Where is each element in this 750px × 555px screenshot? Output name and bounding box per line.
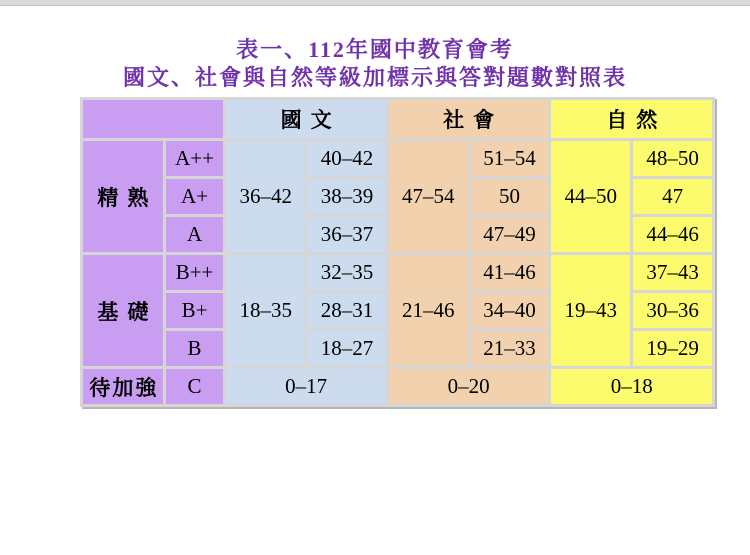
grade-letter-a-plus: A+ (164, 178, 225, 216)
chinese-b-plus-range: 28–31 (307, 292, 388, 330)
chinese-proficient-range: 36–42 (225, 140, 307, 254)
science-a-plus-plus-range: 48–50 (632, 140, 714, 178)
chinese-c-range: 0–17 (225, 368, 388, 406)
grade-letter-b-plus: B+ (164, 292, 225, 330)
grade-letter-b: B (164, 330, 225, 368)
score-table (80, 97, 715, 407)
science-proficient-range: 44–50 (550, 140, 632, 254)
chinese-basic-range: 18–35 (225, 254, 307, 368)
document-title: 表一、112年國中教育會考 (236, 37, 514, 62)
group-label-to-improve: 待加強 (82, 368, 165, 406)
grade-letter-c: C (164, 368, 225, 406)
chinese-b-range: 18–27 (307, 330, 388, 368)
social-c-range: 0–20 (387, 368, 550, 406)
science-c-range: 0–18 (550, 368, 714, 406)
science-a-range: 44–46 (632, 216, 714, 254)
science-a-plus-range: 47 (632, 178, 714, 216)
group-label-proficient: 精熟 (82, 140, 165, 254)
science-b-plus-range: 30–36 (632, 292, 714, 330)
social-proficient-range: 47–54 (387, 140, 469, 254)
social-b-plus-plus-range: 41–46 (469, 254, 550, 292)
chinese-a-range: 36–37 (307, 216, 388, 254)
chinese-b-plus-plus-range: 32–35 (307, 254, 388, 292)
science-basic-range: 19–43 (550, 254, 632, 368)
chinese-a-plus-plus-range: 40–42 (307, 140, 388, 178)
header-science: 自然 (550, 99, 714, 140)
science-b-plus-plus-range: 37–43 (632, 254, 714, 292)
header-chinese: 國文 (225, 99, 388, 140)
science-b-range: 19–29 (632, 330, 714, 368)
grade-letter-b-plus-plus: B++ (164, 254, 225, 292)
corner-cell (82, 99, 225, 140)
social-a-range: 47–49 (469, 216, 550, 254)
social-a-plus-plus-range: 51–54 (469, 140, 550, 178)
document-subtitle: 國文、社會與自然等級加標示與答對題數對照表 (122, 65, 627, 90)
grade-letter-a-plus-plus: A++ (164, 140, 225, 178)
social-b-plus-range: 34–40 (469, 292, 550, 330)
window-top-edge (0, 0, 750, 6)
social-b-range: 21–33 (469, 330, 550, 368)
social-basic-range: 21–46 (387, 254, 469, 368)
group-label-basic: 基礎 (82, 254, 165, 368)
grade-letter-a: A (164, 216, 225, 254)
social-a-plus-range: 50 (469, 178, 550, 216)
header-social: 社會 (387, 99, 550, 140)
chinese-a-plus-range: 38–39 (307, 178, 388, 216)
